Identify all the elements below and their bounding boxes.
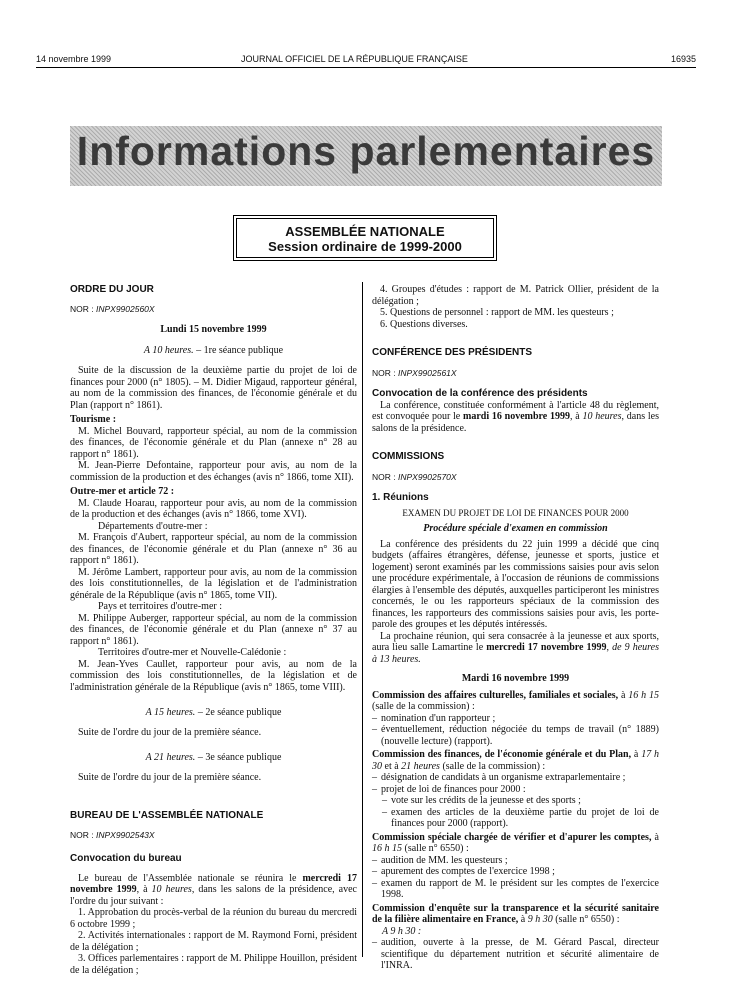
paragraph: Suite de la discussion de la deuxième partie du projet de loi de finances pour 2000 (n° 1805). – M. Didier Migaud, rapporteur général, au nom de la commission des finances, de l'économie générale et du Plan (rapport n° 1861).: [70, 365, 357, 411]
list-item: 2. Activités internationales : rapport de M. Raymond Forni, président de la délégation ;: [70, 930, 357, 953]
dash-icon: –: [372, 877, 377, 889]
dash-icon: –: [372, 866, 377, 877]
header-journal-title: JOURNAL OFFICIEL DE LA RÉPUBLIQUE FRANÇAISE: [241, 54, 468, 64]
nor-reference: NOR : INPX9902560X: [70, 303, 155, 314]
assembly-name: ASSEMBLÉE NATIONALE: [285, 224, 445, 239]
subheading-outremer: Outre-mer et article 72 :: [70, 486, 175, 497]
subheading-territoires: Territoires d'outre-mer et Nouvelle-Calédonie :: [98, 647, 287, 658]
conference-heading: CONFÉRENCE DES PRÉSIDENTS: [372, 347, 533, 358]
ordre-du-jour-heading: ORDRE DU JOUR: [70, 284, 154, 295]
commission-entry: Commission d'enquête sur la transparence et la sécurité sanitaire de la filière alimentaire en France, à 9 h 30 (salle n° 6550) :: [372, 902, 659, 925]
right-column: [372, 284, 659, 972]
convocation-conference-heading: Convocation de la conférence des présidents: [372, 388, 588, 399]
dash-icon: –: [382, 806, 387, 818]
paragraph: Suite de l'ordre du jour de la première séance.: [78, 771, 262, 783]
commissions-heading: COMMISSIONS: [372, 451, 445, 462]
header-date: 14 novembre 1999: [36, 54, 112, 64]
session-time: A 21 heures. – 3e séance publique: [145, 752, 282, 763]
list-item: 1. Approbation du procès-verbal de la réunion du bureau du mercredi 6 octobre 1999 ;: [70, 907, 357, 930]
dash-icon: –: [372, 783, 377, 795]
commission-entry: Commission des finances, de l'économie générale et du Plan, à 17 h 30 et à 21 heures (salle de la commission) :: [372, 749, 659, 772]
paragraph: M. Jean-Yves Caullet, rapporteur pour avis, au nom de la commission des lois constitutionnelles, de la législation et de l'administration générale de la République (avis n° 1865, tome VIII).: [70, 658, 357, 693]
list-item: – apurement des comptes de l'exercice 1998 ;: [372, 866, 555, 877]
subheading-departements: Départements d'outre-mer :: [98, 520, 208, 532]
list-item: – examen des articles de la deuxième partie du projet de loi de finances pour 2000 (rapport).: [382, 806, 659, 829]
list-item: 4. Groupes d'études : rapport de M. Patrick Ollier, président de la délégation ;: [372, 284, 659, 307]
session-name: Session ordinaire de 1999-2000: [268, 239, 462, 254]
session-time: A 10 heures. – 1re séance publique: [143, 344, 284, 356]
column-divider: [362, 282, 363, 957]
list-item: 5. Questions de personnel : rapport de MM. les questeurs ;: [380, 307, 614, 318]
dash-icon: –: [372, 937, 377, 948]
session-time: A 9 h 30 :: [382, 925, 422, 937]
examen-heading: EXAMEN DU PROJET DE LOI DE FINANCES POUR 2000: [402, 507, 629, 518]
convocation-bureau-heading: Convocation du bureau: [70, 853, 182, 864]
left-column: [70, 284, 357, 976]
subheading-tourisme: Tourisme :: [70, 414, 117, 425]
session-time: A 15 heures. – 2e séance publique: [145, 707, 282, 718]
procedure-heading: Procédure spéciale d'examen en commission: [423, 523, 608, 534]
dash-icon: –: [372, 724, 377, 735]
running-header: [36, 54, 696, 68]
paragraph: M. Jérôme Lambert, rapporteur pour avis, au nom de la commission des lois constitutionnelles, de la législation et de l'administration générale de la République (avis n° 1865, tome VII).: [70, 566, 357, 601]
list-item: – vote sur les crédits de la jeunesse et des sports ;: [382, 795, 581, 806]
paragraph: M. Philippe Auberger, rapporteur spécial, au nom de la commission des finances, de l'économie générale et du Plan (annexe n° 37 au rapport n° 1861).: [70, 612, 357, 647]
list-item: – nomination d'un rapporteur ;: [372, 712, 496, 724]
dash-icon: –: [372, 854, 377, 866]
list-item: 6. Questions diverses.: [380, 318, 468, 330]
nor-reference: NOR : INPX9902543X: [70, 829, 155, 840]
nor-reference: NOR : INPX9902570X: [372, 471, 457, 482]
paragraph: M. François d'Aubert, rapporteur spécial, au nom de la commission des finances, de l'économie générale et du Plan (annexe n° 36 au rapport n° 1861).: [70, 532, 357, 566]
paragraph: M. Claude Hoarau, rapporteur pour avis, au nom de la commission de la production et des échanges (avis n° 1866, tome XVI).: [70, 497, 357, 520]
dash-icon: –: [372, 712, 377, 724]
banner-title: Informations parlementaires: [76, 128, 656, 174]
paragraph: La prochaine réunion, qui sera consacrée à la jeunesse et aux sports, aura lieu salle Lamartine le mercredi 17 novembre 1999, de 9 heures à 13 heures.: [372, 630, 660, 665]
reunions-heading: 1. Réunions: [372, 492, 429, 503]
list-item: – audition, ouverte à la presse, de M. Gérard Pascal, directeur scientifique du département nutrition et sécurité alimentaire de l'INRA.: [372, 937, 659, 971]
paragraph: M. Jean-Pierre Defontaine, rapporteur pour avis, au nom de la commission de la production et des échanges (avis n° 1866, tome XII).: [70, 460, 357, 483]
subheading-pays: Pays et territoires d'outre-mer :: [98, 601, 222, 612]
header-rule: [36, 67, 696, 68]
list-item: – désignation de candidats à un organisme extraparlementaire ;: [372, 772, 626, 783]
bureau-heading: BUREAU DE L'ASSEMBLÉE NATIONALE: [70, 810, 264, 821]
assembly-box: [233, 215, 497, 261]
list-item: 3. Offices parlementaires : rapport de M. Philippe Houillon, président de la délégation ;: [70, 953, 357, 976]
nor-reference: NOR : INPX9902561X: [372, 367, 457, 378]
day-heading: Lundi 15 novembre 1999: [160, 324, 267, 335]
list-item: – projet de loi de finances pour 2000 :: [372, 783, 526, 795]
dash-icon: –: [382, 795, 387, 806]
paragraph: La conférence des présidents du 22 juin 1999 a décidé que cinq budgets (affaires étrangères, défense, jeunesse et sports, justice et logement) seront examinés par les commissions saisies pour avis selon une procédure expérimentale, à l'occasion de réunions de commissions élargies à l'ensemble des députés, auxquelles participeront les ministres concernés, le ou les rapporteurs spéciaux de la commission des finances, les rapporteurs des commissions saisies pour avis, les porte-parole des groupes et les députés intéressés.: [372, 538, 659, 630]
header-page-number: 16935: [670, 54, 696, 64]
paragraph: Le bureau de l'Assemblée nationale se réunira le mercredi 17 novembre 1999, à 10 heures, dans les salons de la présidence, avec l'ordre du jour suivant :: [70, 872, 357, 907]
commission-entry: Commission des affaires culturelles, familiales et sociales, à 16 h 15 (salle de la commission) :: [372, 689, 659, 712]
paragraph: M. Michel Bouvard, rapporteur spécial, au nom de la commission des finances, de l'économie générale et du Plan (annexe n° 28 au rapport n° 1861).: [70, 425, 357, 460]
day-heading: Mardi 16 novembre 1999: [461, 673, 570, 684]
section-banner: [70, 126, 662, 186]
list-item: – éventuellement, réduction négociée du temps de travail (n° 1889) (nouvelle lecture) (rapport).: [372, 724, 659, 747]
paragraph: La conférence, constituée conformément à l'article 48 du règlement, est convoquée pour le mardi 16 novembre 1999, à 10 heures, dans les salons de la présidence.: [372, 399, 659, 434]
paragraph: Suite de l'ordre du jour de la première séance.: [78, 726, 262, 738]
commission-entry: Commission spéciale chargée de vérifier et d'apurer les comptes, à 16 h 15 (salle n° 6550) :: [372, 831, 659, 854]
list-item: – examen du rapport de M. le président sur les comptes de l'exercice 1998.: [372, 877, 659, 900]
list-item: – audition de MM. les questeurs ;: [372, 854, 508, 866]
dash-icon: –: [372, 772, 377, 783]
